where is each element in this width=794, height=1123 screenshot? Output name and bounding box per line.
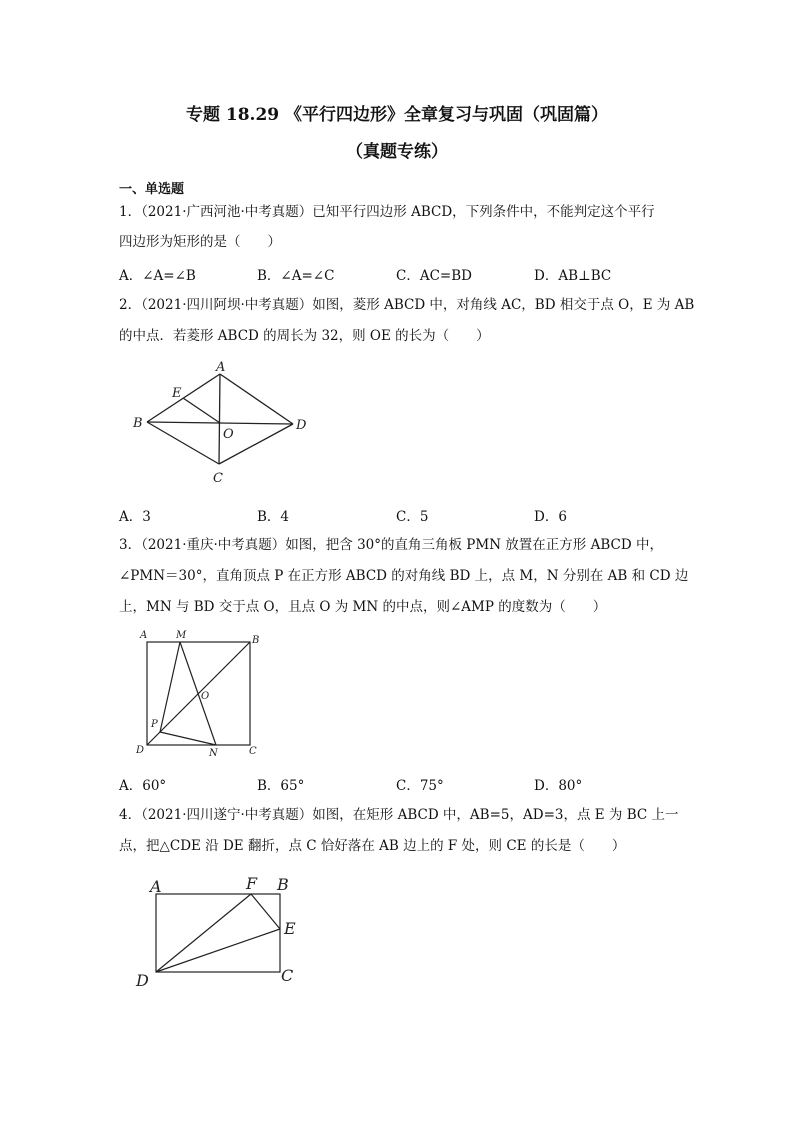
label-o: O: [223, 427, 234, 442]
question-2-line-2: 的中点．若菱形 ABCD 的周长为 32，则 OE 的长为（ ）: [119, 328, 490, 344]
label-c: C: [281, 966, 294, 985]
question-4-line-1: 4．（2021·四川遂宁·中考真题）如图，在矩形 ABCD 中，AB=5，AD=3，点 E 为 BC 上一: [119, 807, 679, 823]
question-3-option-b: B．65°: [257, 778, 305, 794]
question-3-line-1: 3．（2021·重庆·中考真题）如图，把含 30°的直角三角板 PMN 放置在正方形 ABCD 中，: [119, 537, 663, 553]
label-o: O: [201, 691, 210, 702]
label-d: D: [136, 971, 149, 990]
question-2-option-c: C．5: [396, 509, 429, 525]
question-1-option-c: C．AC=BD: [396, 268, 472, 284]
question-3-option-c: C．75°: [396, 778, 444, 794]
question-3-line-2: ∠PMN＝30°，直角顶点 P 在正方形 ABCD 的对角线 BD 上，点 M，N 分别在 AB 和 CD 边: [119, 568, 689, 584]
label-b: B: [252, 635, 260, 646]
segment-oe: [183, 398, 220, 423]
label-p: P: [151, 719, 158, 730]
diagonal-ac: [219, 374, 220, 464]
rhombus-figure: [125, 360, 325, 488]
question-1-option-d: D．AB⊥BC: [534, 268, 612, 284]
label-d: D: [296, 418, 307, 433]
segment-mn: [180, 642, 216, 745]
question-3-option-d: D．80°: [534, 778, 583, 794]
question-3-line-3: 上，MN 与 BD 交于点 O，且点 O 为 MN 的中点，则∠AMP 的度数为（ ）: [119, 599, 607, 615]
question-2-line-1: 2．（2021·四川阿坝·中考真题）如图，菱形 ABCD 中，对角线 AC，BD 相交于点 O，E 为 AB: [119, 297, 695, 313]
question-1-option-a: A．∠A=∠B: [119, 268, 196, 284]
label-c: C: [249, 746, 257, 757]
rectangle-figure: [130, 870, 310, 995]
question-2-option-b: B．4: [257, 509, 290, 525]
question-4-line-2: 点，把△CDE 沿 DE 翻折，点 C 恰好落在 AB 边上的 F 处，则 CE 的长是（ ）: [119, 838, 626, 854]
question-2-option-d: D．6: [534, 509, 567, 525]
document-subtitle: （真题专练）: [346, 142, 448, 162]
question-1-line-2: 四边形为矩形的是（ ）: [119, 234, 281, 250]
label-e: E: [172, 386, 182, 401]
label-m: M: [176, 630, 187, 641]
question-2-option-a: A．3: [119, 509, 151, 525]
label-e: E: [284, 919, 296, 938]
label-b: B: [133, 416, 143, 431]
label-c: C: [213, 471, 223, 486]
segment-df: [156, 894, 251, 972]
section-heading: 一、单选题: [119, 182, 185, 197]
label-a: A: [150, 877, 162, 896]
label-a: A: [140, 630, 148, 641]
document-title: 专题 18.29 《平行四边形》全章复习与巩固（巩固篇）: [185, 105, 609, 125]
segment-de: [156, 929, 280, 972]
label-d: D: [136, 745, 145, 756]
question-1-line-1: 1．（2021·广西河池·中考真题）已知平行四边形 ABCD，下列条件中，不能判定这个平行: [119, 204, 655, 220]
segment-pn: [160, 732, 216, 745]
square-figure: [130, 625, 270, 760]
segment-fe: [251, 894, 280, 929]
question-3-option-a: A．60°: [119, 778, 167, 794]
label-f: F: [246, 874, 258, 893]
edge-ad: [220, 374, 293, 424]
segment-mp: [160, 642, 180, 732]
label-n: N: [209, 748, 218, 759]
question-1-option-b: B．∠A=∠C: [257, 268, 335, 284]
label-a: A: [216, 360, 226, 375]
edge-cb: [147, 422, 219, 464]
label-b: B: [277, 875, 289, 894]
